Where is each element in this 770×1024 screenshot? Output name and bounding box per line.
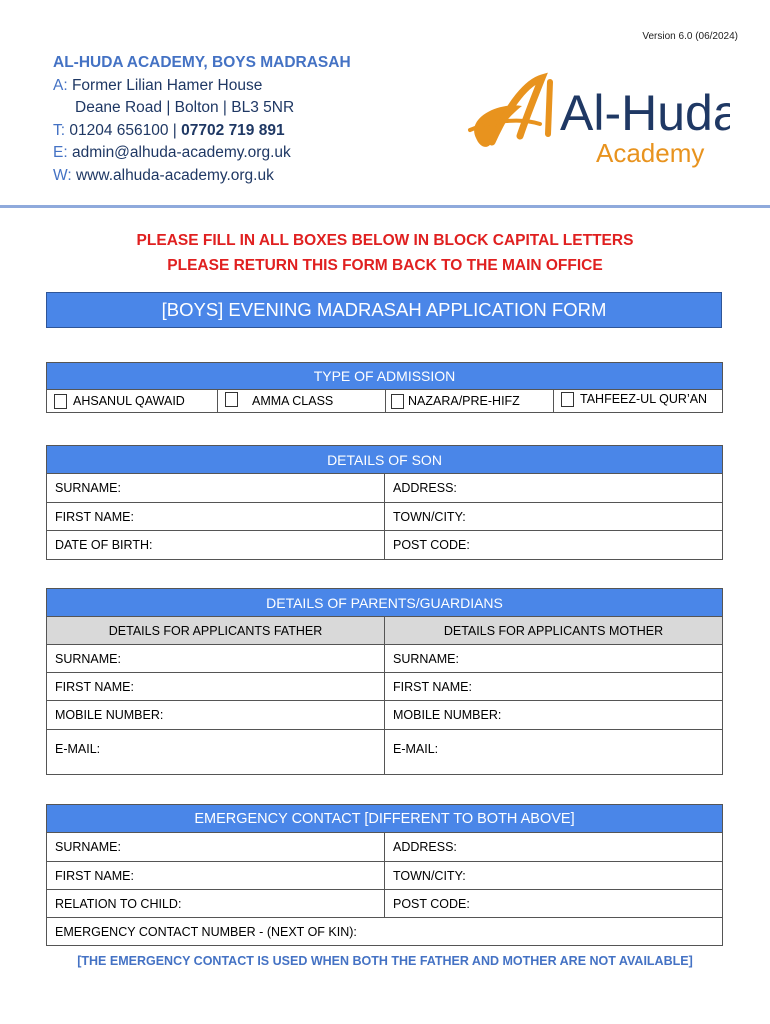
address-line-2: Deane Road | Bolton | BL3 5NR [75, 99, 295, 116]
web-label: W: [53, 166, 72, 184]
son-row-3 [47, 531, 722, 559]
emergency-surname-field[interactable]: SURNAME: [55, 840, 121, 854]
academy-contact-block [53, 52, 351, 187]
emergency-row-4 [47, 918, 722, 945]
emergency-postcode-field[interactable]: POST CODE: [384, 890, 722, 917]
mother-heading: DETAILS FOR APPLICANTS MOTHER [384, 617, 722, 644]
son-address-field[interactable]: ADDRESS: [384, 474, 722, 502]
emergency-town-field[interactable]: TOWN/CITY: [384, 862, 722, 889]
mother-first-name-field[interactable]: FIRST NAME: [384, 673, 722, 700]
mother-surname-field[interactable]: SURNAME: [384, 645, 722, 672]
son-row-1 [47, 474, 722, 503]
admission-heading: TYPE OF ADMISSION [47, 363, 722, 390]
father-email-field[interactable]: E-MAIL: [55, 742, 101, 756]
emergency-row-1 [47, 833, 722, 862]
emergency-heading: EMERGENCY CONTACT [DIFFERENT TO BOTH ABOVE] [47, 805, 722, 833]
logo-primary-text: Al-Huda [560, 85, 730, 141]
option-amma-class[interactable] [218, 390, 386, 412]
admission-options [47, 390, 722, 412]
mother-mobile-field[interactable]: MOBILE NUMBER: [384, 701, 722, 729]
address-line-1: Former Lilian Hamer House [71, 76, 263, 94]
option-tahfeez-ul-quran[interactable] [554, 390, 722, 412]
checkbox-amma-class[interactable] [225, 392, 238, 407]
emergency-relation-field[interactable]: RELATION TO CHILD: [55, 896, 182, 911]
parents-row-email [47, 730, 722, 774]
emergency-address-field[interactable]: ADDRESS: [384, 833, 722, 861]
parents-heading: DETAILS OF PARENTS/GUARDIANS [47, 589, 722, 617]
phone-number: 01204 656100 | [69, 121, 177, 139]
checkbox-tahfeez-ul-quran[interactable] [561, 392, 574, 407]
son-heading: DETAILS OF SON [47, 446, 722, 474]
emergency-footnote: [THE EMERGENCY CONTACT IS USED WHEN BOTH THE FATHER AND MOTHER ARE NOT AVAILABLE] [77, 954, 693, 968]
father-heading: DETAILS FOR APPLICANTS FATHER [108, 623, 323, 638]
option-label: TAHFEEZ-UL QUR’AN [580, 392, 708, 406]
son-postcode-field[interactable]: POST CODE: [384, 531, 722, 559]
checkbox-nazara-pre-hifz[interactable] [391, 394, 404, 409]
checkbox-ahsanul-qawaid[interactable] [54, 394, 67, 409]
instructions-notice [0, 228, 770, 278]
son-surname-field[interactable]: SURNAME: [55, 481, 121, 495]
son-dob-field[interactable]: DATE OF BIRTH: [55, 538, 153, 552]
son-section [46, 445, 723, 560]
version-label: Version 6.0 (06/2024) [642, 31, 738, 42]
address-label: A: [53, 76, 68, 94]
option-label: AHSANUL QAWAID [73, 394, 185, 408]
emergency-row-3 [47, 890, 722, 918]
parents-row-first-name [47, 673, 722, 701]
option-label: AMMA CLASS [252, 394, 334, 408]
father-surname-field[interactable]: SURNAME: [55, 651, 121, 666]
option-label: NAZARA/PRE-HIFZ [408, 394, 520, 408]
notice-line-1: PLEASE FILL IN ALL BOXES BELOW IN BLOCK CAPITAL LETTERS [136, 232, 634, 249]
son-row-2 [47, 503, 722, 531]
notice-line-2: PLEASE RETURN THIS FORM BACK TO THE MAIN OFFICE [167, 257, 603, 274]
emergency-row-2 [47, 862, 722, 890]
phone-label: T: [53, 121, 66, 139]
son-first-name-field[interactable]: FIRST NAME: [55, 509, 134, 524]
header-divider [0, 205, 770, 208]
parents-subheadings [47, 617, 722, 645]
email-address: admin@alhuda-academy.org.uk [71, 144, 291, 161]
father-mobile-field[interactable]: MOBILE NUMBER: [55, 708, 164, 722]
emergency-section [46, 804, 723, 946]
parents-row-surname [47, 645, 722, 673]
logo-secondary-text: Academy [596, 138, 705, 168]
admission-section [46, 362, 723, 413]
academy-name: AL-HUDA ACADEMY, BOYS MADRASAH [53, 54, 351, 71]
mother-email-field[interactable]: E-MAIL: [384, 730, 722, 774]
son-town-field[interactable]: TOWN/CITY: [384, 503, 722, 530]
al-huda-logo [462, 72, 730, 172]
parents-row-mobile [47, 701, 722, 730]
form-title: [BOYS] EVENING MADRASAH APPLICATION FORM [46, 292, 722, 328]
option-ahsanul-qawaid[interactable] [47, 390, 218, 412]
option-nazara-pre-hifz[interactable] [386, 390, 554, 412]
emergency-number-field[interactable]: EMERGENCY CONTACT NUMBER - (NEXT OF KIN): [55, 924, 357, 939]
mobile-number: 07702 719 891 [181, 121, 285, 139]
web-address: www.alhuda-academy.org.uk [75, 166, 274, 184]
emergency-first-name-field[interactable]: FIRST NAME: [55, 868, 134, 883]
email-label: E: [53, 144, 68, 161]
parents-section [46, 588, 723, 775]
father-first-name-field[interactable]: FIRST NAME: [55, 679, 134, 694]
